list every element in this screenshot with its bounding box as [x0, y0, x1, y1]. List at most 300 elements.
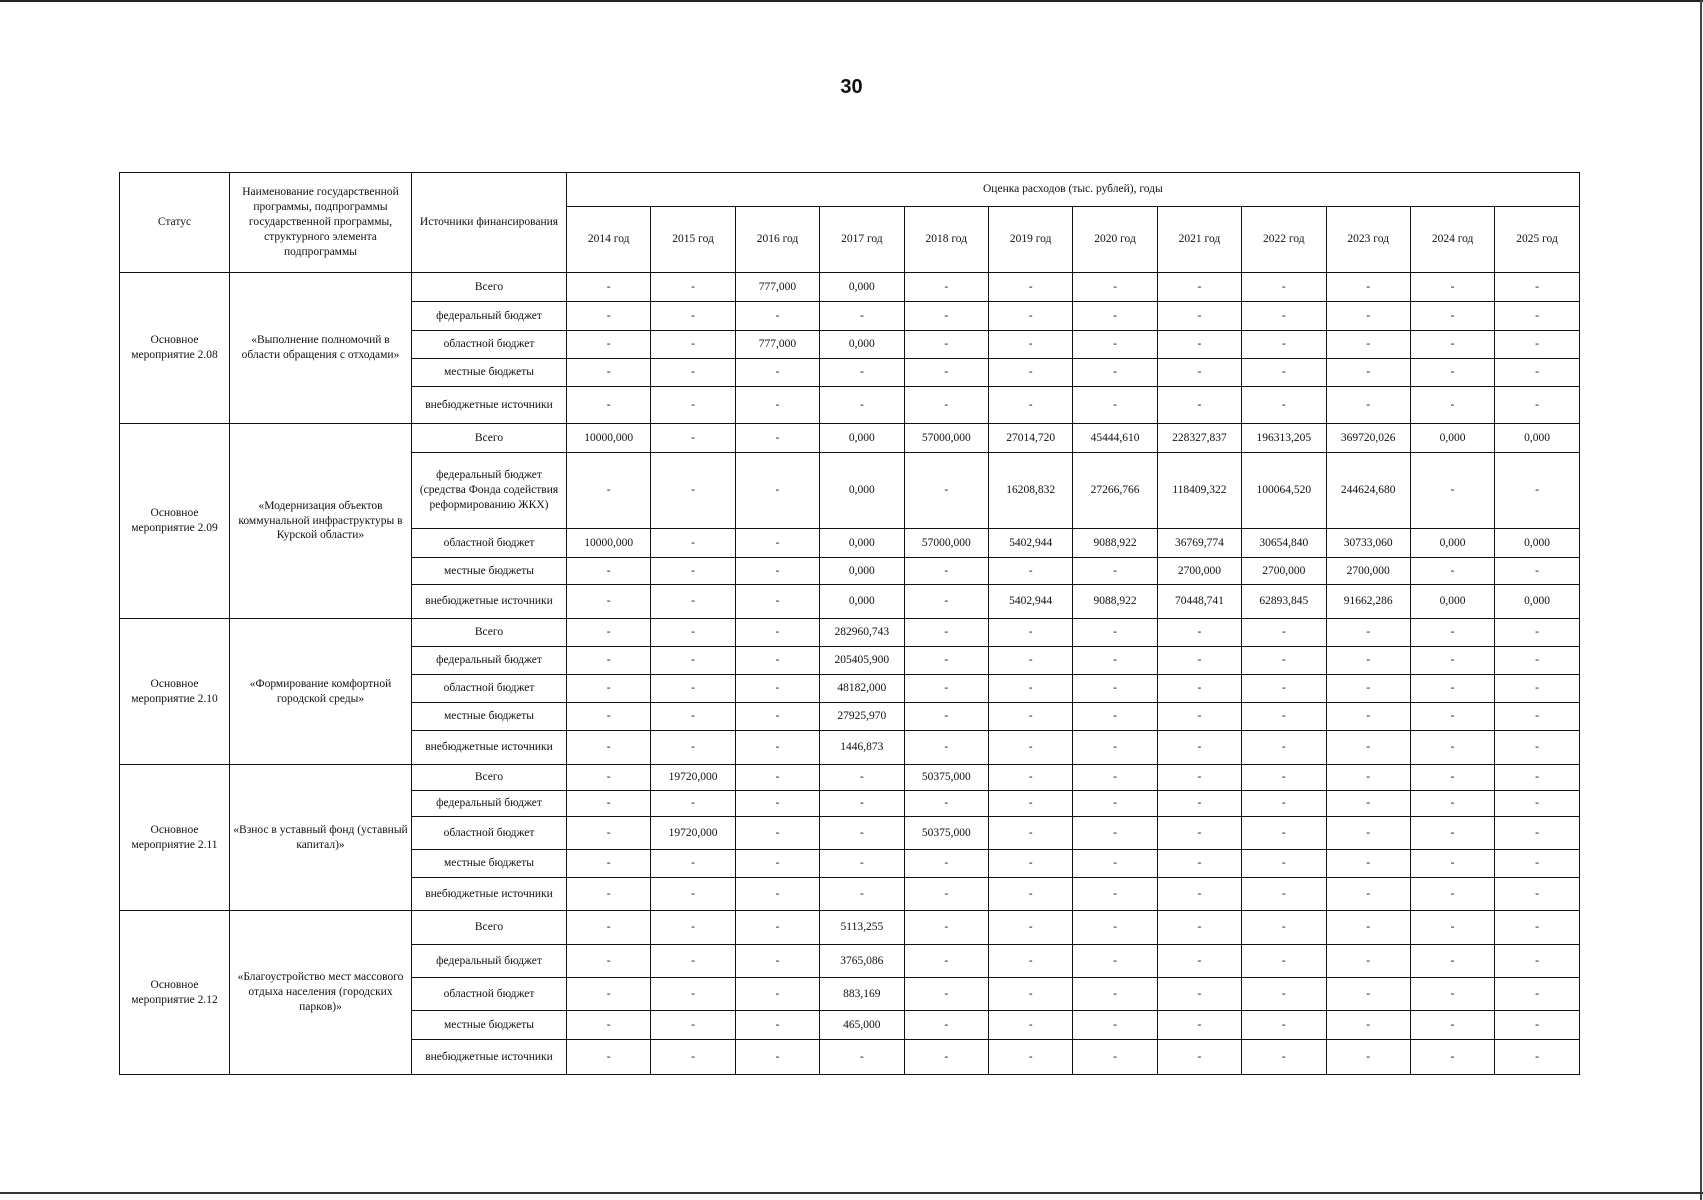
expense-value: - — [735, 945, 819, 978]
funding-source: внебюджетные источники — [412, 878, 567, 911]
expense-value: 0,000 — [820, 558, 904, 585]
expense-value: - — [988, 675, 1072, 703]
expense-value: - — [1410, 817, 1494, 850]
expense-value: 0,000 — [820, 529, 904, 558]
budget-table — [119, 172, 1580, 1075]
expense-value: - — [651, 529, 735, 558]
expense-value: - — [1157, 359, 1241, 387]
activity-status: Основное мероприятие 2.10 — [120, 619, 230, 765]
expense-value: - — [567, 387, 651, 424]
expense-value: - — [1495, 945, 1579, 978]
expense-value: - — [988, 302, 1072, 331]
expense-value: - — [1073, 1040, 1157, 1075]
expense-value: - — [1073, 731, 1157, 765]
header-expense-estimate: Оценка расходов (тыс. рублей), годы — [567, 173, 1580, 207]
expense-value: 50375,000 — [904, 765, 988, 791]
expense-value: - — [1410, 850, 1494, 878]
expense-value: - — [651, 1040, 735, 1075]
expense-value: - — [1073, 273, 1157, 302]
expense-value: 45444,610 — [1073, 424, 1157, 453]
expense-value: - — [1073, 647, 1157, 675]
expense-value: - — [1242, 1011, 1326, 1040]
activity-name: «Модернизация объектов коммунальной инфраструктуры в Курской области» — [230, 424, 412, 619]
expense-value: - — [651, 619, 735, 647]
expense-value: - — [988, 331, 1072, 359]
table-row — [120, 911, 1580, 945]
expense-value: - — [1495, 878, 1579, 911]
expense-value: 205405,900 — [820, 647, 904, 675]
expense-value: - — [1326, 387, 1410, 424]
expense-value: - — [820, 359, 904, 387]
expense-value: - — [904, 387, 988, 424]
expense-value: 57000,000 — [904, 424, 988, 453]
header-year: 2019 год — [988, 207, 1072, 273]
expense-value: - — [1326, 703, 1410, 731]
expense-value: 0,000 — [1410, 529, 1494, 558]
expense-value: - — [904, 302, 988, 331]
expense-value: - — [567, 331, 651, 359]
expense-value: - — [1495, 619, 1579, 647]
expense-value: - — [1242, 945, 1326, 978]
funding-source: областной бюджет — [412, 331, 567, 359]
funding-source: Всего — [412, 619, 567, 647]
expense-value: - — [651, 647, 735, 675]
expense-value: - — [1073, 978, 1157, 1011]
expense-value: - — [1326, 911, 1410, 945]
expense-value: - — [1326, 978, 1410, 1011]
expense-value: - — [567, 1011, 651, 1040]
expense-value: - — [1157, 387, 1241, 424]
expense-value: - — [1410, 675, 1494, 703]
expense-value: - — [735, 619, 819, 647]
expense-value: - — [1242, 331, 1326, 359]
expense-value: - — [1157, 765, 1241, 791]
expense-value: 0,000 — [820, 273, 904, 302]
funding-source: местные бюджеты — [412, 850, 567, 878]
expense-value: - — [1326, 791, 1410, 817]
expense-value: - — [1495, 558, 1579, 585]
expense-value: - — [651, 387, 735, 424]
expense-value: - — [1326, 619, 1410, 647]
expense-value: - — [1242, 619, 1326, 647]
expense-value: - — [651, 453, 735, 529]
expense-value: - — [1326, 675, 1410, 703]
funding-source: областной бюджет — [412, 529, 567, 558]
expense-value: 196313,205 — [1242, 424, 1326, 453]
funding-source: федеральный бюджет — [412, 945, 567, 978]
expense-value: - — [1157, 302, 1241, 331]
expense-value: - — [735, 703, 819, 731]
expense-value: - — [567, 453, 651, 529]
expense-value: - — [988, 1040, 1072, 1075]
expense-value: - — [988, 558, 1072, 585]
expense-value: 777,000 — [735, 273, 819, 302]
funding-source: местные бюджеты — [412, 359, 567, 387]
expense-value: - — [820, 1040, 904, 1075]
expense-value: - — [1242, 817, 1326, 850]
expense-value: - — [735, 850, 819, 878]
expense-value: 0,000 — [820, 585, 904, 619]
expense-value: - — [1242, 273, 1326, 302]
expense-value: - — [735, 675, 819, 703]
expense-value: - — [904, 273, 988, 302]
activity-status: Основное мероприятие 2.08 — [120, 273, 230, 424]
expense-value: - — [1326, 359, 1410, 387]
page-number: 30 — [840, 76, 863, 98]
expense-value: - — [1073, 359, 1157, 387]
header-funding-source: Источники финансирования — [412, 173, 567, 273]
funding-source: внебюджетные источники — [412, 731, 567, 765]
funding-source: местные бюджеты — [412, 558, 567, 585]
activity-status: Основное мероприятие 2.11 — [120, 765, 230, 911]
header-year: 2017 год — [820, 207, 904, 273]
expense-value: 27925,970 — [820, 703, 904, 731]
funding-source: областной бюджет — [412, 675, 567, 703]
expense-value: - — [1495, 791, 1579, 817]
expense-value: 228327,837 — [1157, 424, 1241, 453]
expense-value: 0,000 — [820, 424, 904, 453]
header-year: 2022 год — [1242, 207, 1326, 273]
expense-value: - — [1242, 703, 1326, 731]
expense-value: 2700,000 — [1242, 558, 1326, 585]
expense-value: - — [1495, 911, 1579, 945]
expense-value: 9088,922 — [1073, 585, 1157, 619]
expense-value: - — [1410, 302, 1494, 331]
activity-name: «Взнос в уставный фонд (уставный капитал)» — [230, 765, 412, 911]
expense-value: - — [1410, 703, 1494, 731]
expense-value: - — [1410, 731, 1494, 765]
activity-name: «Формирование комфортной городской среды» — [230, 619, 412, 765]
expense-value: - — [1073, 387, 1157, 424]
header-year: 2018 год — [904, 207, 988, 273]
expense-value: - — [651, 1011, 735, 1040]
expense-value: - — [1157, 619, 1241, 647]
expense-value: 27266,766 — [1073, 453, 1157, 529]
expense-value: - — [567, 978, 651, 1011]
expense-value: - — [1157, 647, 1241, 675]
funding-source: внебюджетные источники — [412, 585, 567, 619]
header-year: 2021 год — [1157, 207, 1241, 273]
expense-value: - — [735, 529, 819, 558]
expense-value: - — [904, 878, 988, 911]
header-year: 2015 год — [651, 207, 735, 273]
expense-value: 70448,741 — [1157, 585, 1241, 619]
expense-value: - — [651, 424, 735, 453]
page-bottom-edge — [0, 1192, 1703, 1194]
funding-source: внебюджетные источники — [412, 387, 567, 424]
expense-value: 27014,720 — [988, 424, 1072, 453]
expense-value: - — [820, 791, 904, 817]
expense-value: - — [1073, 331, 1157, 359]
expense-value: - — [651, 558, 735, 585]
expense-value: 10000,000 — [567, 529, 651, 558]
header-status: Статус — [120, 173, 230, 273]
expense-value: - — [735, 765, 819, 791]
expense-value: - — [1157, 817, 1241, 850]
expense-value: - — [904, 791, 988, 817]
expense-value: - — [567, 765, 651, 791]
expense-value: - — [1073, 791, 1157, 817]
activity-status: Основное мероприятие 2.12 — [120, 911, 230, 1075]
expense-value: - — [1326, 331, 1410, 359]
expense-value: - — [1073, 945, 1157, 978]
expense-value: - — [988, 911, 1072, 945]
expense-value: - — [1242, 911, 1326, 945]
expense-value: - — [735, 731, 819, 765]
table-header — [120, 173, 1580, 273]
expense-value: - — [904, 619, 988, 647]
expense-value: - — [820, 302, 904, 331]
expense-value: - — [1326, 878, 1410, 911]
expense-value: - — [735, 1040, 819, 1075]
expense-value: - — [735, 647, 819, 675]
expense-value: 883,169 — [820, 978, 904, 1011]
expense-value: - — [820, 850, 904, 878]
expense-value: - — [1242, 978, 1326, 1011]
expense-value: - — [567, 302, 651, 331]
expense-value: - — [1242, 359, 1326, 387]
expense-value: - — [1326, 647, 1410, 675]
expense-value: - — [735, 453, 819, 529]
expense-value: - — [904, 331, 988, 359]
table-body — [120, 273, 1580, 1075]
expense-value: - — [1242, 791, 1326, 817]
expense-value: - — [1073, 1011, 1157, 1040]
expense-value: 91662,286 — [1326, 585, 1410, 619]
expense-value: - — [1157, 1040, 1241, 1075]
expense-value: - — [567, 1040, 651, 1075]
expense-value: - — [651, 850, 735, 878]
expense-value: - — [1326, 302, 1410, 331]
expense-value: 5402,944 — [988, 529, 1072, 558]
expense-value: - — [988, 359, 1072, 387]
funding-source: Всего — [412, 765, 567, 791]
expense-value: - — [988, 647, 1072, 675]
expense-value: - — [904, 945, 988, 978]
expense-value: - — [1157, 703, 1241, 731]
expense-value: - — [567, 675, 651, 703]
expense-value: - — [567, 878, 651, 911]
expense-value: 62893,845 — [1242, 585, 1326, 619]
expense-value: 9088,922 — [1073, 529, 1157, 558]
funding-source: внебюджетные источники — [412, 1040, 567, 1075]
expense-value: - — [988, 878, 1072, 911]
expense-value: - — [1495, 1040, 1579, 1075]
expense-value: - — [1495, 453, 1579, 529]
activity-status: Основное мероприятие 2.09 — [120, 424, 230, 619]
expense-value: 0,000 — [1410, 424, 1494, 453]
expense-value: - — [988, 731, 1072, 765]
expense-value: 0,000 — [1495, 529, 1579, 558]
expense-value: 48182,000 — [820, 675, 904, 703]
expense-value: 369720,026 — [1326, 424, 1410, 453]
header-program-name: Наименование государственной программы, подпрограммы государственной программы, структурного элемента подпрограммы — [230, 173, 412, 273]
expense-value: - — [988, 703, 1072, 731]
expense-value: - — [1495, 765, 1579, 791]
funding-source: Всего — [412, 273, 567, 302]
expense-value: 10000,000 — [567, 424, 651, 453]
expense-value: 0,000 — [1410, 585, 1494, 619]
expense-value: 16208,832 — [988, 453, 1072, 529]
expense-value: - — [1326, 945, 1410, 978]
expense-value: - — [904, 647, 988, 675]
expense-value: 50375,000 — [904, 817, 988, 850]
expense-value: - — [1073, 675, 1157, 703]
expense-value: - — [1410, 1040, 1494, 1075]
expense-value: - — [904, 675, 988, 703]
expense-value: - — [1157, 878, 1241, 911]
funding-source: Всего — [412, 911, 567, 945]
expense-value: 30733,060 — [1326, 529, 1410, 558]
expense-value: - — [1157, 945, 1241, 978]
expense-value: - — [1410, 331, 1494, 359]
expense-value: - — [567, 817, 651, 850]
funding-source: областной бюджет — [412, 817, 567, 850]
expense-value: - — [1073, 911, 1157, 945]
expense-value: - — [1410, 387, 1494, 424]
expense-value: - — [1242, 1040, 1326, 1075]
expense-value: - — [820, 878, 904, 911]
expense-value: - — [1242, 878, 1326, 911]
expense-value: - — [567, 273, 651, 302]
funding-source: местные бюджеты — [412, 1011, 567, 1040]
expense-value: - — [1326, 817, 1410, 850]
expense-value: 2700,000 — [1326, 558, 1410, 585]
header-year: 2016 год — [735, 207, 819, 273]
expense-value: - — [567, 731, 651, 765]
expense-value: - — [651, 359, 735, 387]
expense-value: - — [1073, 703, 1157, 731]
expense-value: 118409,322 — [1157, 453, 1241, 529]
expense-value: 57000,000 — [904, 529, 988, 558]
expense-value: 282960,743 — [820, 619, 904, 647]
expense-value: - — [651, 703, 735, 731]
expense-value: - — [651, 331, 735, 359]
expense-value: - — [1495, 675, 1579, 703]
expense-value: - — [735, 387, 819, 424]
expense-value: - — [1242, 765, 1326, 791]
expense-value: - — [1410, 359, 1494, 387]
expense-value: - — [651, 945, 735, 978]
expense-value: - — [904, 1040, 988, 1075]
expense-value: - — [651, 791, 735, 817]
expense-value: - — [567, 647, 651, 675]
expense-value: - — [1073, 619, 1157, 647]
expense-value: - — [1242, 302, 1326, 331]
header-year: 2020 год — [1073, 207, 1157, 273]
expense-value: - — [1157, 978, 1241, 1011]
expense-value: - — [735, 911, 819, 945]
expense-value: - — [735, 1011, 819, 1040]
expense-value: 3765,086 — [820, 945, 904, 978]
expense-value: - — [1326, 731, 1410, 765]
expense-value: - — [820, 817, 904, 850]
expense-value: - — [1410, 911, 1494, 945]
table-row — [120, 619, 1580, 647]
table-row — [120, 273, 1580, 302]
expense-value: - — [735, 978, 819, 1011]
expense-value: - — [1157, 675, 1241, 703]
expense-value: - — [988, 817, 1072, 850]
expense-value: - — [988, 387, 1072, 424]
funding-source: Всего — [412, 424, 567, 453]
expense-value: - — [735, 878, 819, 911]
expense-value: - — [1410, 273, 1494, 302]
expense-value: 0,000 — [820, 453, 904, 529]
funding-source: областной бюджет — [412, 978, 567, 1011]
expense-value: - — [988, 978, 1072, 1011]
expense-value: - — [1073, 817, 1157, 850]
expense-value: 5113,255 — [820, 911, 904, 945]
expense-value: - — [1495, 731, 1579, 765]
expense-value: 1446,873 — [820, 731, 904, 765]
expense-value: - — [1495, 331, 1579, 359]
expense-value: - — [1410, 619, 1494, 647]
expense-value: - — [1242, 675, 1326, 703]
expense-value: - — [651, 675, 735, 703]
expense-value: - — [1410, 765, 1494, 791]
expense-value: - — [567, 850, 651, 878]
expense-value: - — [1157, 850, 1241, 878]
expense-value: - — [735, 585, 819, 619]
expense-value: - — [1157, 1011, 1241, 1040]
expense-value: - — [651, 273, 735, 302]
expense-value: - — [904, 978, 988, 1011]
expense-value: 2700,000 — [1157, 558, 1241, 585]
expense-value: - — [735, 359, 819, 387]
header-year: 2023 год — [1326, 207, 1410, 273]
expense-value: 777,000 — [735, 331, 819, 359]
expense-value: - — [1073, 878, 1157, 911]
expense-value: - — [1410, 878, 1494, 911]
expense-value: - — [1495, 647, 1579, 675]
expense-value: - — [1495, 703, 1579, 731]
expense-value: - — [988, 1011, 1072, 1040]
expense-value: - — [1073, 302, 1157, 331]
expense-value: 0,000 — [1495, 424, 1579, 453]
expense-value: 36769,774 — [1157, 529, 1241, 558]
funding-source: федеральный бюджет — [412, 791, 567, 817]
expense-value: - — [1495, 1011, 1579, 1040]
expense-value: - — [1495, 302, 1579, 331]
expense-value: - — [1495, 273, 1579, 302]
funding-source: местные бюджеты — [412, 703, 567, 731]
header-year: 2024 год — [1410, 207, 1494, 273]
expense-value: - — [988, 850, 1072, 878]
expense-value: - — [651, 302, 735, 331]
expense-value: - — [1410, 558, 1494, 585]
expense-value: - — [988, 791, 1072, 817]
expense-value: - — [820, 765, 904, 791]
expense-value: - — [1410, 647, 1494, 675]
table-row — [120, 765, 1580, 791]
expense-value: - — [1073, 558, 1157, 585]
expense-value: - — [1326, 765, 1410, 791]
activity-name: «Благоустройство мест массового отдыха населения (городских парков)» — [230, 911, 412, 1075]
expense-value: - — [1326, 273, 1410, 302]
expense-value: - — [1410, 978, 1494, 1011]
expense-value: - — [904, 703, 988, 731]
expense-value: - — [904, 911, 988, 945]
expense-value: - — [1410, 945, 1494, 978]
page-right-edge — [1700, 0, 1702, 1200]
expense-value: - — [567, 558, 651, 585]
expense-value: - — [1073, 850, 1157, 878]
activity-name: «Выполнение полномочий в области обращения с отходами» — [230, 273, 412, 424]
expense-value: - — [567, 619, 651, 647]
expense-value: - — [1157, 791, 1241, 817]
expense-value: - — [567, 359, 651, 387]
